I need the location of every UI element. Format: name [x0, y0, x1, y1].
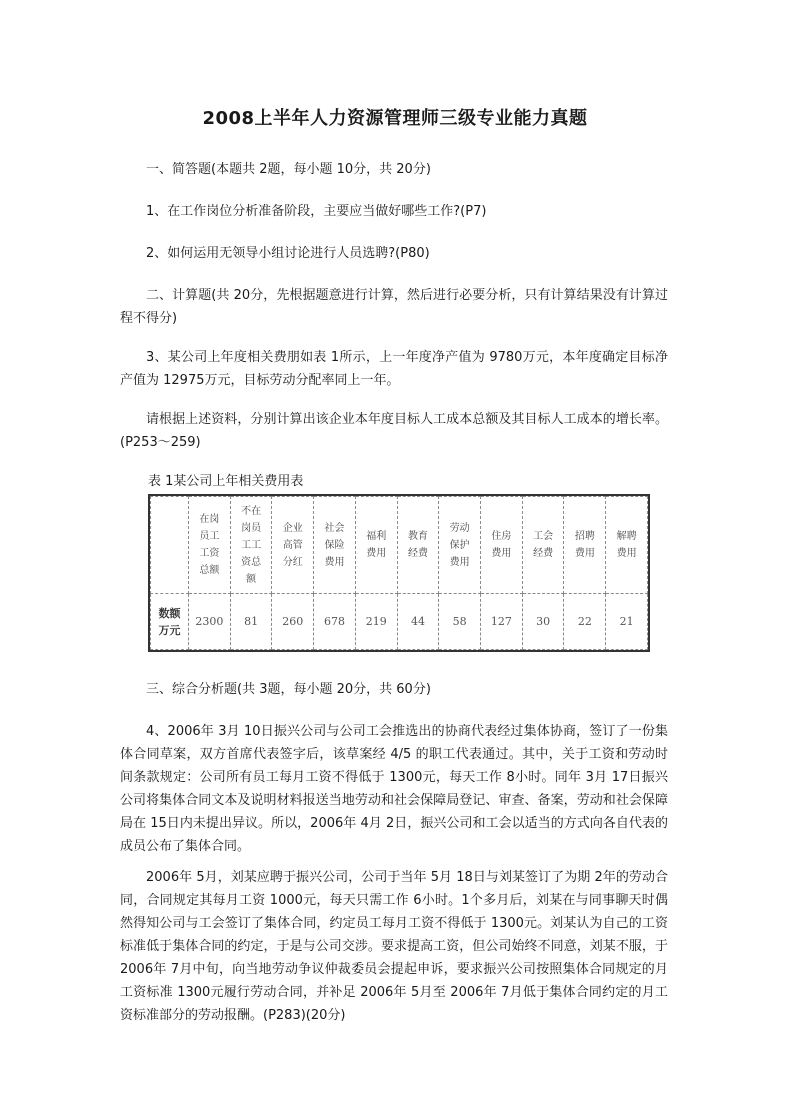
question-4-paragraph-1: 4、2006年 3月 10日振兴公司与公司工会推选出的协商代表经过集体协商，签订了一份集体合同草案，双方首席代表签字后，该草案经 4/5 的职工代表通过。其中，关于工资和劳动时间条款规定：公司所有员工每月工资不得低于 1300元，每天工作 8小时。同年 3月 17日振兴公司将集体合同文本及说明材料报送当地劳动和社会保障局登记、审查、备案，劳动和社会保障局在 15日内未提出异议。所以，2006年 4月 2日，振兴公司和工会以适当的方式向各自代表的成员公布了集体合同。 [120, 724, 668, 854]
table-value-cell: 2300 [189, 594, 231, 650]
table-caption: 表 1某公司上年相关费用表 [148, 474, 304, 489]
table-value-cell: 58 [439, 594, 481, 650]
section-1-heading: 一、简答题(本题共 2题，每小题 10分，共 20分) [146, 162, 431, 177]
question-3-requirement: 请根据上述资料，分别计算出该企业本年度目标人工成本总额及其目标人工成本的增长率。(P253～259) [120, 412, 668, 450]
table-value-cell: 81 [230, 594, 272, 650]
question-1: 1、在工作岗位分析准备阶段，主要应当做好哪些工作?(P7) [146, 204, 487, 219]
table-value-cell: 678 [314, 594, 356, 650]
table-header-cell: 不在岗员工工资总额 [230, 497, 272, 594]
row-label-cell: 数额万元 [151, 594, 189, 650]
table-header-row [151, 497, 648, 594]
table-header-cell: 福利费用 [355, 497, 397, 594]
table-header-cell: 社会保险费用 [314, 497, 356, 594]
table-header-cell: 解聘费用 [606, 497, 648, 594]
table-value-cell: 22 [564, 594, 606, 650]
table-corner-cell [151, 497, 189, 594]
table-value-cell: 260 [272, 594, 314, 650]
section-2-heading: 二、计算题(共 20分，先根据题意进行计算，然后进行必要分析，只有计算结果没有计算过程不得分) [120, 288, 668, 326]
table-value-cell: 44 [397, 594, 439, 650]
table-value-row [151, 594, 648, 650]
table-header-cell: 住房费用 [481, 497, 523, 594]
table-header-cell: 企业高管分红 [272, 497, 314, 594]
table-value-cell: 21 [606, 594, 648, 650]
question-4-paragraph-2: 2006年 5月，刘某应聘于振兴公司，公司于当年 5月 18日与刘某签订了为期 2年的劳动合同，合同规定其每月工资 1000元，每天只需工作 6小时。1个多月后，刘某在与同事聊天时偶然得知公司与工会签订了集体合同，约定员工每月工资不得低于 1300元。刘某认为自己的工资标准低于集体合同的约定，于是与公司交涉。要求提高工资，但公司始终不同意，刘某不服，于 2006年 7月中旬，向当地劳动争议仲裁委员会提起申诉，要求振兴公司按照集体合同规定的月工资标准 1300元履行劳动合同，并补足 2006年 5月至 2006年 7月低于集体合同约定的月工资标准部分的劳动报酬。(P283)(20分) [120, 870, 669, 1023]
table-value-cell: 127 [481, 594, 523, 650]
section-3-heading: 三、综合分析题(共 3题，每小题 20分，共 60分) [146, 682, 431, 697]
question-3: 3、某公司上年度相关费朋如表 1所示，上一年度净产值为 9780万元，本年度确定目标净产值为 12975万元，目标劳动分配率同上一年。 [120, 350, 668, 388]
table-header-cell: 工会经费 [522, 497, 564, 594]
expense-table [148, 494, 650, 652]
table-value-cell: 30 [522, 594, 564, 650]
table-header-cell: 在岗员工工资总额 [189, 497, 231, 594]
table-value-cell: 219 [355, 594, 397, 650]
table-header-cell: 教育经费 [397, 497, 439, 594]
question-2: 2、如何运用无领导小组讨论进行人员选聘?(P80) [146, 246, 430, 261]
table-header-cell: 劳动保护费用 [439, 497, 481, 594]
document-title: 2008上半年人力资源管理师三级专业能力真题 [202, 108, 588, 129]
table-header-cell: 招聘费用 [564, 497, 606, 594]
